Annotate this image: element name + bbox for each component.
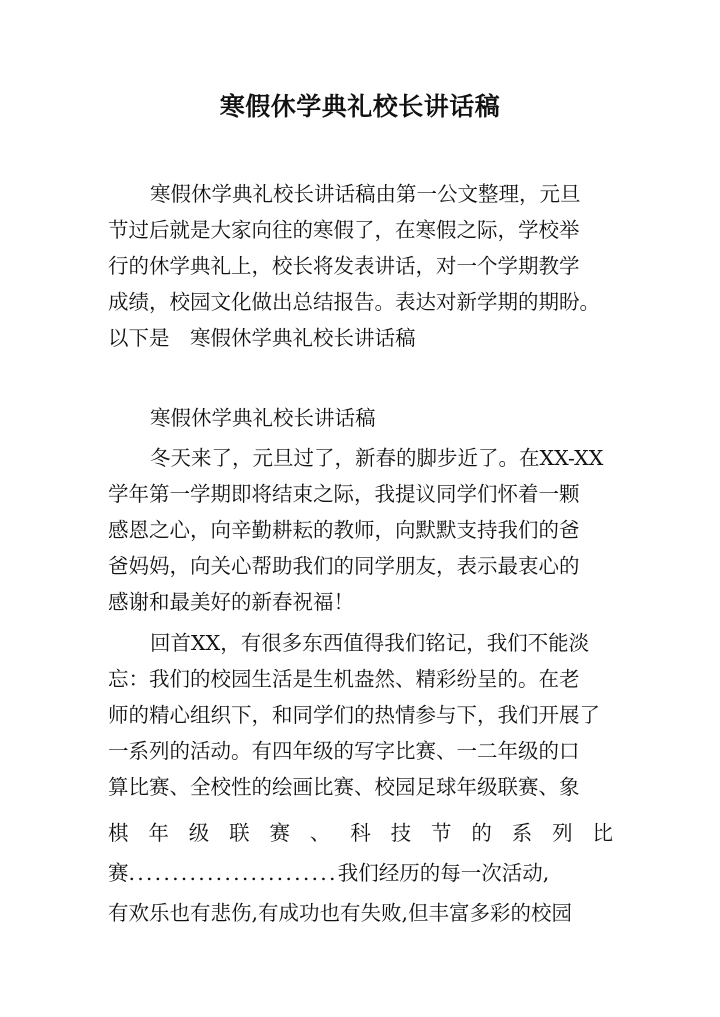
intro-line: 成绩，校园文化做出总结报告。表达对新学期的期盼。 bbox=[108, 290, 600, 314]
body-char: 联 bbox=[229, 821, 250, 845]
body-char: 、 bbox=[309, 821, 331, 845]
body-char: 技 bbox=[390, 821, 412, 845]
body-line: 学年第一学期即将结束之际，我提议同学们怀着一颗 bbox=[108, 482, 580, 506]
body-char: 节 bbox=[431, 821, 452, 845]
body-text: 赛 bbox=[108, 861, 129, 885]
body-char: 比 bbox=[592, 821, 613, 845]
body-line: 感恩之心，向辛勤耕耘的教师，向默默支持我们的爸 bbox=[108, 518, 580, 542]
body-char: 列 bbox=[552, 821, 573, 845]
body-char: 级 bbox=[188, 821, 210, 845]
body-line: 算比赛、全校性的绘画比赛、校园足球年级联赛、象 bbox=[108, 775, 580, 799]
body-line-dots bbox=[108, 855, 613, 891]
body-line-justified bbox=[108, 815, 613, 851]
body-char: 的 bbox=[471, 821, 492, 845]
body-char: 年 bbox=[148, 821, 169, 845]
body-line: 忘：我们的校园生活是生机盎然、精彩纷呈的。在老 bbox=[108, 667, 580, 691]
body-line: 感谢和最美好的新春祝福！ bbox=[108, 590, 354, 614]
body-char: 赛 bbox=[269, 821, 290, 845]
body-text: 我们经历的每一次活动, bbox=[337, 861, 550, 885]
body-line: 冬天来了，元旦过了，新春的脚步近了。在XX-XX bbox=[150, 446, 604, 470]
document-title: 寒假休学典礼校长讲话稿 bbox=[219, 92, 501, 121]
body-char: 棋 bbox=[108, 821, 129, 845]
body-line: 师的精心组织下，和同学们的热情参与下，我们开展了 bbox=[108, 703, 600, 727]
body-char: 科 bbox=[350, 821, 371, 845]
body-line: 有欢乐也有悲伤,有成功也有失败,但丰富多彩的校园 bbox=[108, 901, 573, 925]
intro-line: 寒假休学典礼校长讲话稿由第一公文整理，元旦 bbox=[150, 182, 581, 206]
ellipsis-dots: ........................ bbox=[128, 861, 338, 885]
body-line: 一系列的活动。有四年级的写字比赛、一二年级的口 bbox=[108, 739, 580, 763]
body-char: 系 bbox=[511, 821, 533, 845]
intro-line: 行的休学典礼上，校长将发表讲话，对一个学期教学 bbox=[108, 254, 580, 278]
body-line: 回首XX，有很多东西值得我们铭记，我们不能淡 bbox=[150, 631, 590, 655]
intro-line: 节过后就是大家向往的寒假了，在寒假之际，学校举 bbox=[108, 218, 580, 242]
intro-line: 以下是 寒假休学典礼校长讲话稿 bbox=[108, 326, 416, 350]
body-line: 爸妈妈，向关心帮助我们的同学朋友，表示最衷心的 bbox=[108, 554, 580, 578]
section-subtitle: 寒假休学典礼校长讲话稿 bbox=[150, 406, 376, 430]
